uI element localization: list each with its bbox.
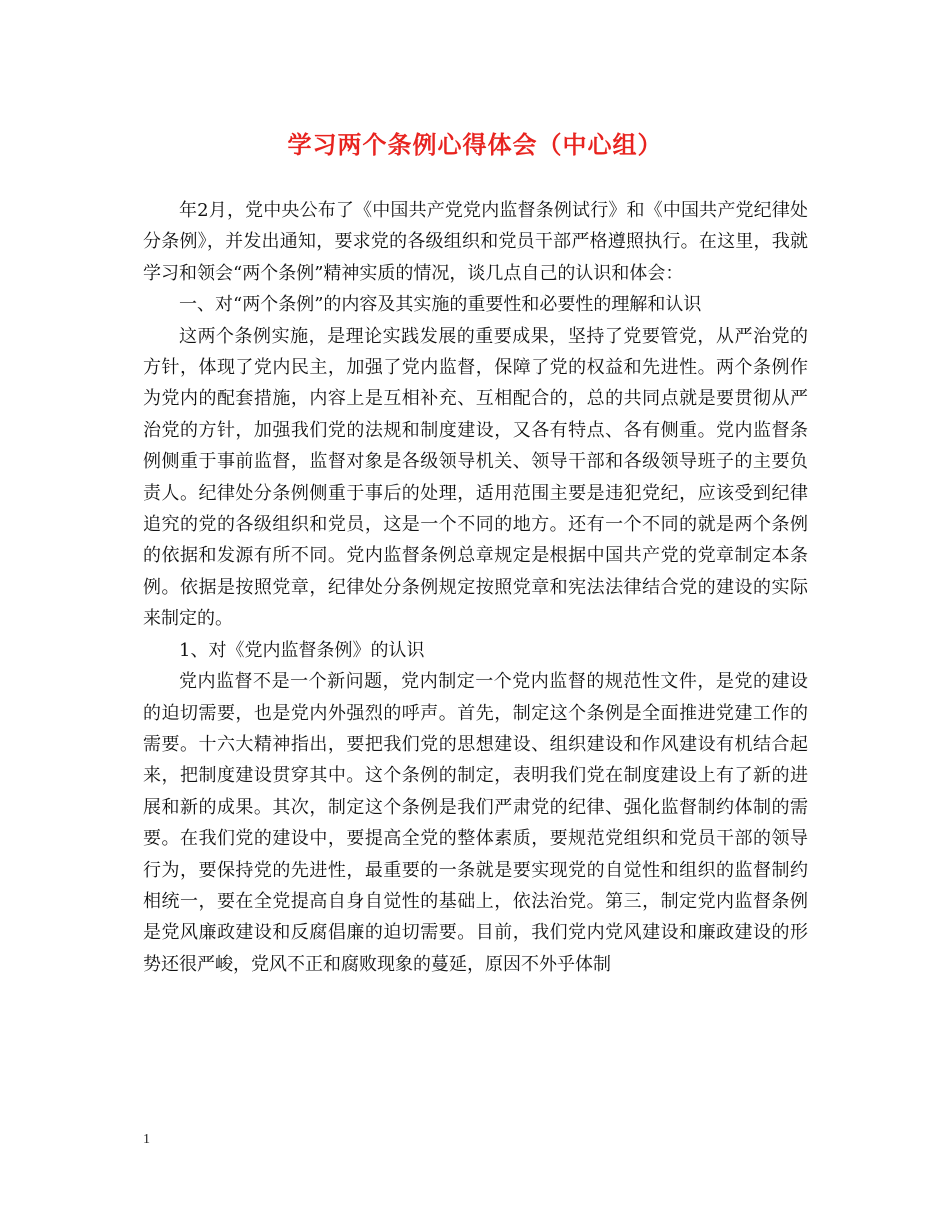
paragraph-two-regulations: 这两个条例实施，是理论实践发展的重要成果，坚持了党要管党，从严治党的方针，体现了党内民主，加强了党内监督，保障了党的权益和先进性。两个条例作为党内的配套措施，内容上是互相补充、互相配合的，总的共同点就是要贯彻从严治党的方针，加强我们党的法规和制度建设，又各有特点、各有侧重。党内监督条例侧重于事前监督，监督对象是各级领导机关、领导干部和各级领导班子的主要负责人。纪律处分条例侧重于事后的处理，适用范围主要是违犯党纪，应该受到纪律追究的党的各级组织和党员，这是一个不同的地方。还有一个不同的就是两个条例的依据和发源有所不同。党内监督条例总章规定是根据中国共产党的党章制定本条例。依据是按照党章，纪律处分条例规定按照党章和宪法法律结合党的建设的实际来制定的。	[143, 325, 808, 630]
section-heading-1: 一、对“两个条例”的内容及其实施的重要性和必要性的理解和认识	[179, 294, 702, 316]
subsection-heading-1: 1、对《党内监督条例》的认识	[179, 639, 425, 661]
paragraph-intro: 年2月，党中央公布了《中国共产党党内监督条例试行》和《中国共产党纪律处分条例》，并发出通知，要求党的各级组织和党员干部严格遵照执行。在这里，我就学习和领会“两个条例”精神实质的情况，谈几点自己的认识和体会：	[143, 200, 808, 284]
page-number: 1	[143, 1132, 150, 1147]
document-title: 学习两个条例心得体会（中心组）	[287, 130, 663, 159]
document-body	[143, 195, 808, 980]
paragraph-supervision: 党内监督不是一个新问题，党内制定一个党内监督的规范性文件，是党的建设的迫切需要，也是党内外强烈的呼声。首先，制定这个条例是全面推进党建工作的需要。十六大精神指出，要把我们党的思想建设、组织建设和作风建设有机结合起来，把制度建设贯穿其中。这个条例的制定，表明我们党在制度建设上有了新的进展和新的成果。其次，制定这个条例是我们严肃党的纪律、强化监督制约体制的需要。在我们党的建设中，要提高全党的整体素质，要规范党组织和党员干部的领导行为，要保持党的先进性，最重要的一条就是要实现党的自觉性和组织的监督制约相统一，要在全党提高自身自觉性的基础上，依法治党。第三，制定党内监督条例是党风廉政建设和反腐倡廉的迫切需要。目前，我们党内党风建设和廉政建设的形势还很严峻，党风不正和腐败现象的蔓延，原因不外乎体制	[143, 671, 808, 975]
